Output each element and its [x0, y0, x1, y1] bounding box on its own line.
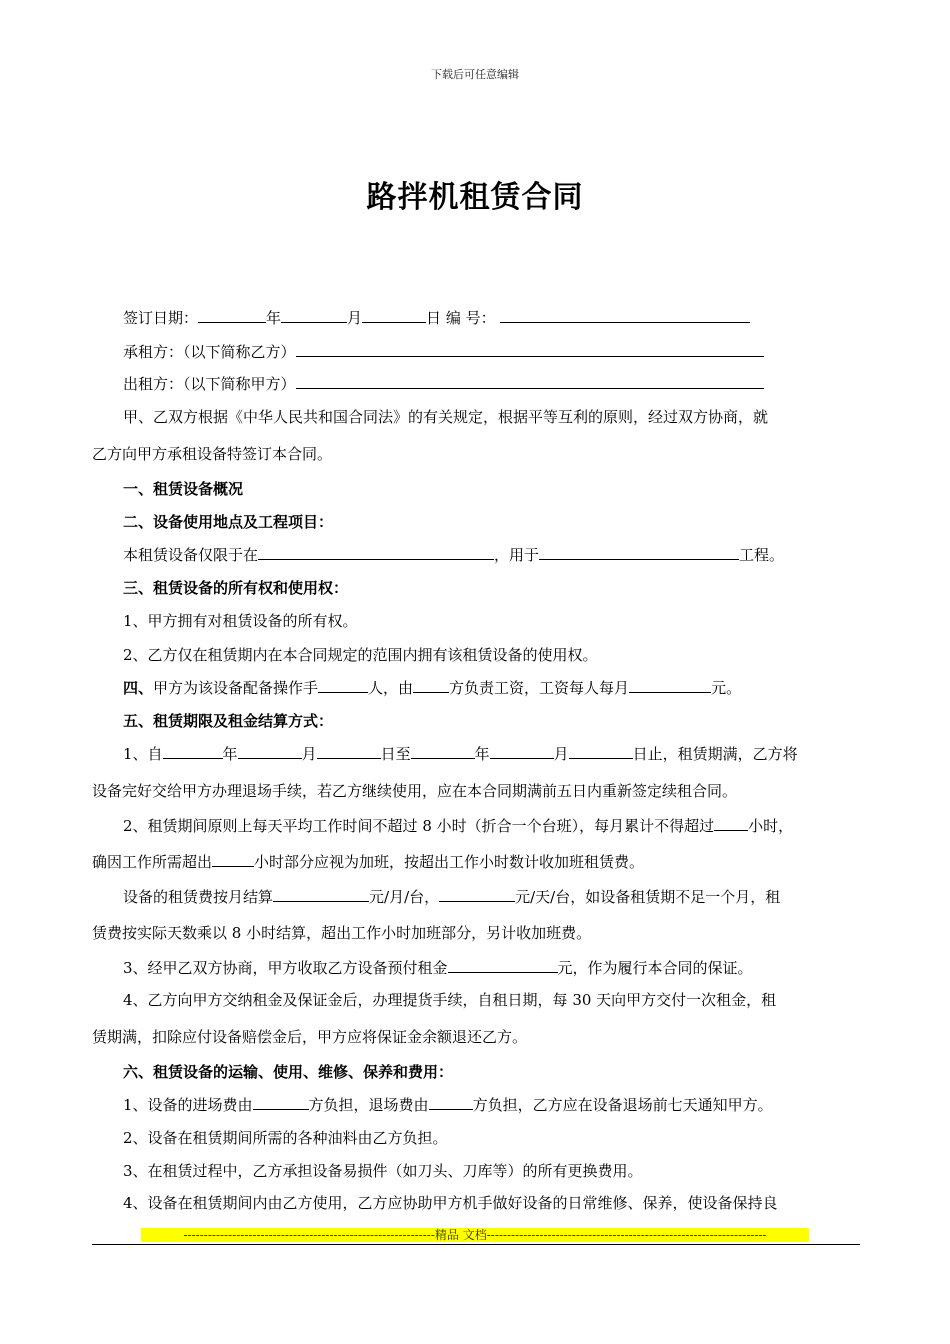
intro-line-2: 乙方向甲方承租设备特签订本合同。	[92, 445, 333, 463]
section-6-item-4: 4、设备在租赁期间内由乙方使用，乙方应协助甲方机手做好设备的日常维修、保养，使设备保持良	[123, 1194, 778, 1212]
section-5-item-4b: 赁期满，扣除应付设备赔偿金后，甲方应将保证金余额退还乙方。	[92, 1028, 528, 1046]
section-5-item-1b: 设备完好交给甲方办理退场手续，若乙方继续使用，应在本合同期满前五日内重新签定续租合同。	[92, 782, 738, 800]
section-3-heading: 三、租赁设备的所有权和使用权：	[123, 579, 349, 597]
section-5-heading: 五、租赁期限及租金结算方式：	[123, 712, 334, 730]
section-5-item-2d: 赁费按实际天数乘以 8 小时结算，超出工作小时加班部分，另计收加班费。	[92, 924, 592, 942]
intro-line-1: 甲、乙双方根据《中华人民共和国合同法》的有关规定，根据平等互利的原则，经过双方协商，就	[123, 408, 769, 426]
section-5-item-2a: 2、租赁期间原则上每天平均工作时间不超过 8 小时（折合一个台班），每月累计不得超过 小时，	[123, 817, 794, 835]
lessor-line: 出租方：（以下简称甲方）	[123, 374, 893, 394]
section-2-line: 本租赁设备仅限于在 ，用于 工程。	[123, 546, 785, 564]
section-3-item-2: 2、乙方仅在租赁期内在本合同规定的范围内拥有该租赁设备的使用权。	[123, 646, 598, 664]
page-header: 下载后可任意编辑	[431, 68, 519, 81]
lessee-line: 承租方：（以下简称乙方）	[123, 342, 893, 362]
section-6-item-1: 1、设备的进场费由 方负担，退场费由 方负担，乙方应在设备退场前七天通知甲方。	[123, 1096, 773, 1114]
section-6-heading: 六、租赁设备的运输、使用、维修、保养和费用：	[123, 1063, 454, 1081]
section-4-line: 四、甲方为该设备配备操作手 人，由 方负责工资，工资每人每月 元。	[123, 679, 742, 697]
section-5-item-2b: 确因工作所需超出 小时部分应视为加班，按超出工作小时数计收加班租赁费。	[92, 853, 645, 871]
section-5-item-1a: 1、自 年 月 日至 年 月 日止，租赁期满，乙方将	[123, 745, 798, 763]
document-title: 路拌机租赁合同	[366, 180, 584, 215]
section-5-item-3: 3、经甲乙双方协商，甲方收取乙方设备预付租金 元，作为履行本合同的保证。	[123, 959, 753, 977]
section-1-heading: 一、租赁设备概况	[123, 480, 244, 498]
section-6-item-3: 3、在租赁过程中，乙方承担设备易损件（如刀头、刀库等）的所有更换费用。	[123, 1162, 643, 1180]
sign-date-line: 签订日期： 年 月 日 编 号：	[123, 308, 893, 328]
footer-divider	[92, 1244, 860, 1245]
section-5-item-2c: 设备的租赁费按月结算 元/月/台， 元/天/台，如设备租赁期不足一个月，租	[123, 888, 781, 906]
section-3-item-1: 1、甲方拥有对租赁设备的所有权。	[123, 612, 358, 630]
section-2-heading: 二、设备使用地点及工程项目：	[123, 513, 334, 531]
section-6-item-2: 2、设备在租赁期间所需的各种油料由乙方负担。	[123, 1129, 448, 1147]
footer-watermark: --------------------------------------------------------------精品 文档---------------------------------------------------------------------	[141, 1228, 809, 1242]
section-5-item-4a: 4、乙方向甲方交纳租金及保证金后，办理提货手续，自租日期，每 30 天向甲方交付一次租金，租	[123, 991, 777, 1009]
